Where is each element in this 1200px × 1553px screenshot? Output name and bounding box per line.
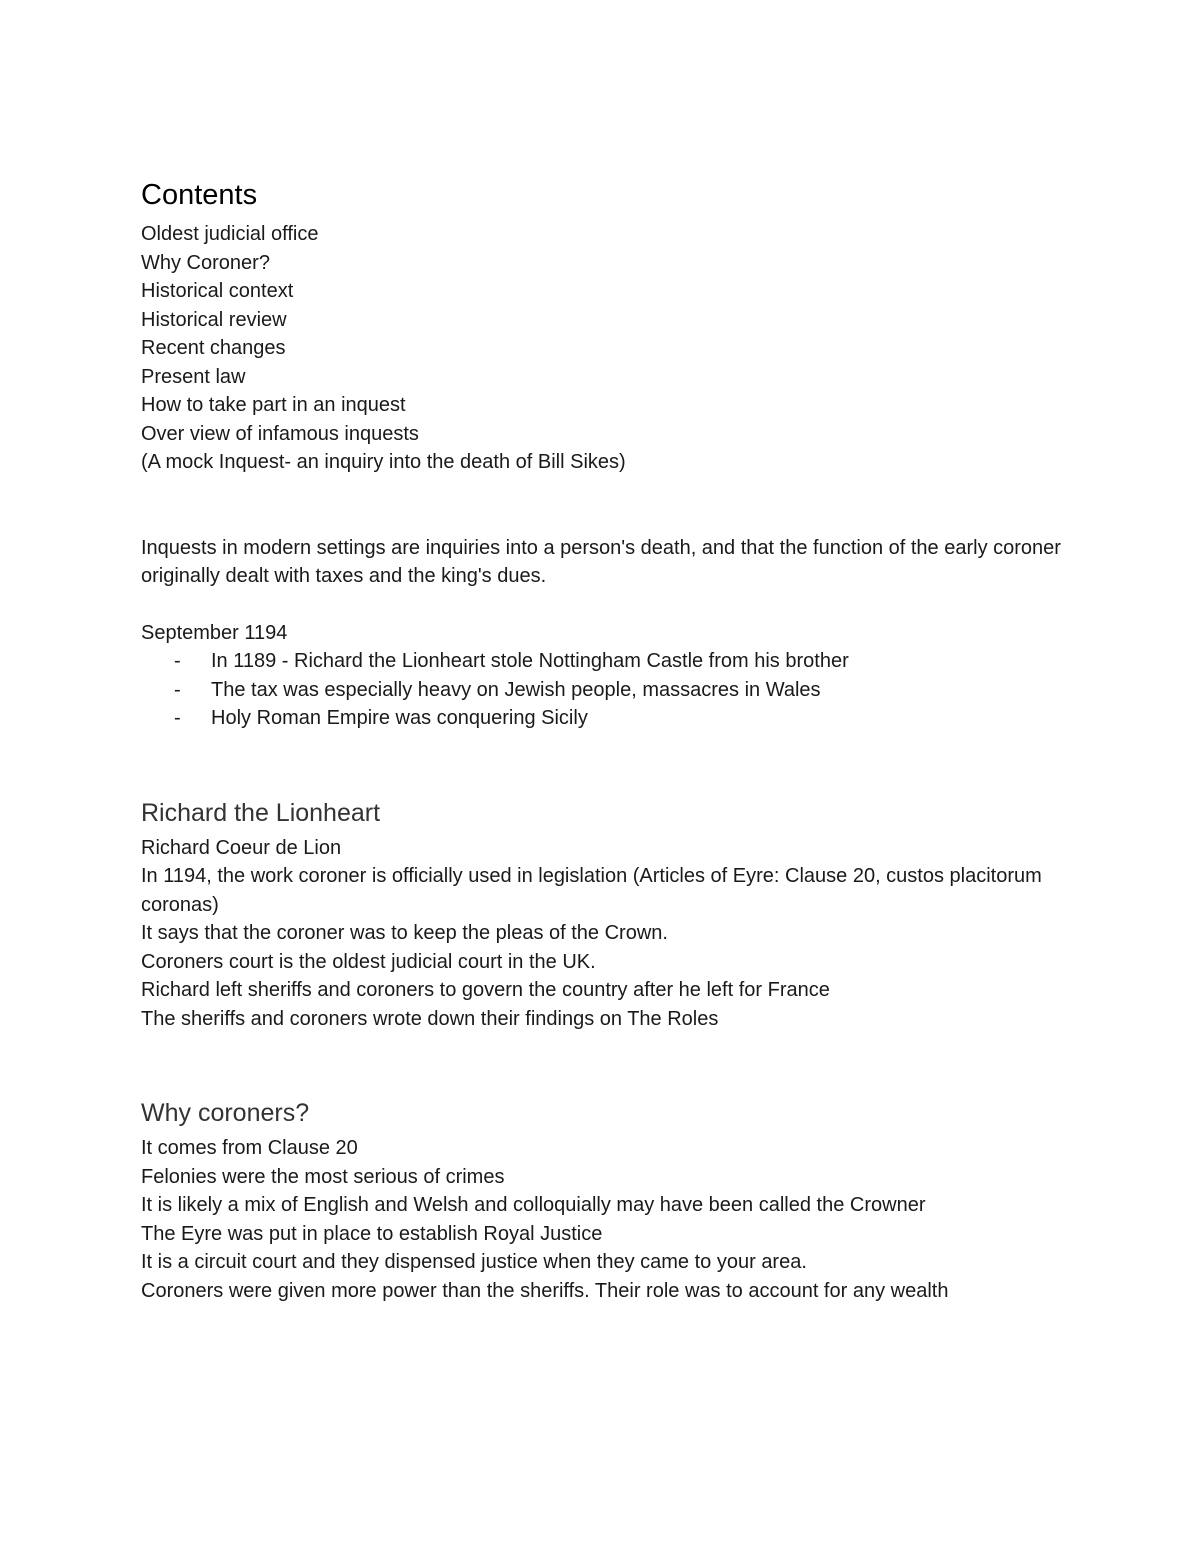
intro-paragraph: Inquests in modern settings are inquiries into a person's death, and that the function of the early coroner originally dealt with taxes and the king's dues. bbox=[141, 536, 1061, 587]
richard-line: It says that the coroner was to keep the pleas of the Crown. bbox=[141, 922, 668, 944]
why-coroners-heading: Why coroners? bbox=[141, 1099, 310, 1127]
spacer bbox=[141, 733, 1081, 797]
document-page bbox=[141, 176, 1081, 1305]
contents-item: Over view of infamous inquests bbox=[141, 422, 419, 445]
dash-bullet-icon: - bbox=[174, 678, 181, 701]
why-line: It is a circuit court and they dispensed justice when they came to your area. bbox=[141, 1251, 807, 1273]
bullet-item bbox=[141, 676, 1081, 705]
why-line: It is likely a mix of English and Welsh and colloquially may have been called the Crowner bbox=[141, 1194, 926, 1216]
september-bullet-list bbox=[141, 647, 1081, 733]
spacer bbox=[141, 1033, 1081, 1097]
spacer bbox=[141, 591, 1081, 619]
richard-heading: Richard the Lionheart bbox=[141, 798, 381, 827]
contents-item: Historical review bbox=[141, 308, 287, 331]
richard-line: The sheriffs and coroners wrote down their findings on The Roles bbox=[141, 1007, 719, 1030]
contents-item: Present law bbox=[141, 365, 246, 388]
bullet-text: Holy Roman Empire was conquering Sicily bbox=[211, 707, 588, 729]
why-coroners-section bbox=[141, 1134, 1081, 1305]
bullet-text: The tax was especially heavy on Jewish people, massacres in Wales bbox=[211, 678, 821, 701]
richard-line: Richard Coeur de Lion bbox=[141, 836, 342, 859]
spacer bbox=[141, 477, 1081, 534]
bullet-text: In 1189 - Richard the Lionheart stole Nottingham Castle from his brother bbox=[211, 650, 849, 672]
contents-item: Oldest judicial office bbox=[141, 223, 319, 245]
bullet-item bbox=[141, 704, 1081, 733]
contents-title: Contents bbox=[141, 179, 258, 211]
bullet-item bbox=[141, 647, 1081, 676]
september-heading: September 1194 bbox=[141, 621, 288, 644]
contents-item: (A mock Inquest- an inquiry into the death of Bill Sikes) bbox=[141, 451, 626, 473]
contents-item: Historical context bbox=[141, 280, 294, 302]
why-line: Coroners were given more power than the sheriffs. Their role was to account for any wealth bbox=[141, 1279, 949, 1302]
contents-list bbox=[141, 220, 1081, 477]
richard-section bbox=[141, 834, 1081, 1034]
contents-item: Recent changes bbox=[141, 337, 286, 359]
why-line: The Eyre was put in place to establish Royal Justice bbox=[141, 1222, 603, 1245]
dash-bullet-icon: - bbox=[174, 707, 181, 729]
contents-item: Why Coroner? bbox=[141, 251, 270, 274]
richard-line: In 1194, the work coroner is officially used in legislation (Articles of Eyre: Clause 20, custos placitorum coronas) bbox=[141, 865, 1042, 916]
why-line: Felonies were the most serious of crimes bbox=[141, 1165, 505, 1188]
why-line: It comes from Clause 20 bbox=[141, 1137, 358, 1159]
dash-bullet-icon: - bbox=[174, 650, 181, 672]
richard-line: Richard left sheriffs and coroners to govern the country after he left for France bbox=[141, 979, 830, 1001]
contents-item: How to take part in an inquest bbox=[141, 394, 406, 416]
richard-line: Coroners court is the oldest judicial court in the UK. bbox=[141, 950, 596, 973]
